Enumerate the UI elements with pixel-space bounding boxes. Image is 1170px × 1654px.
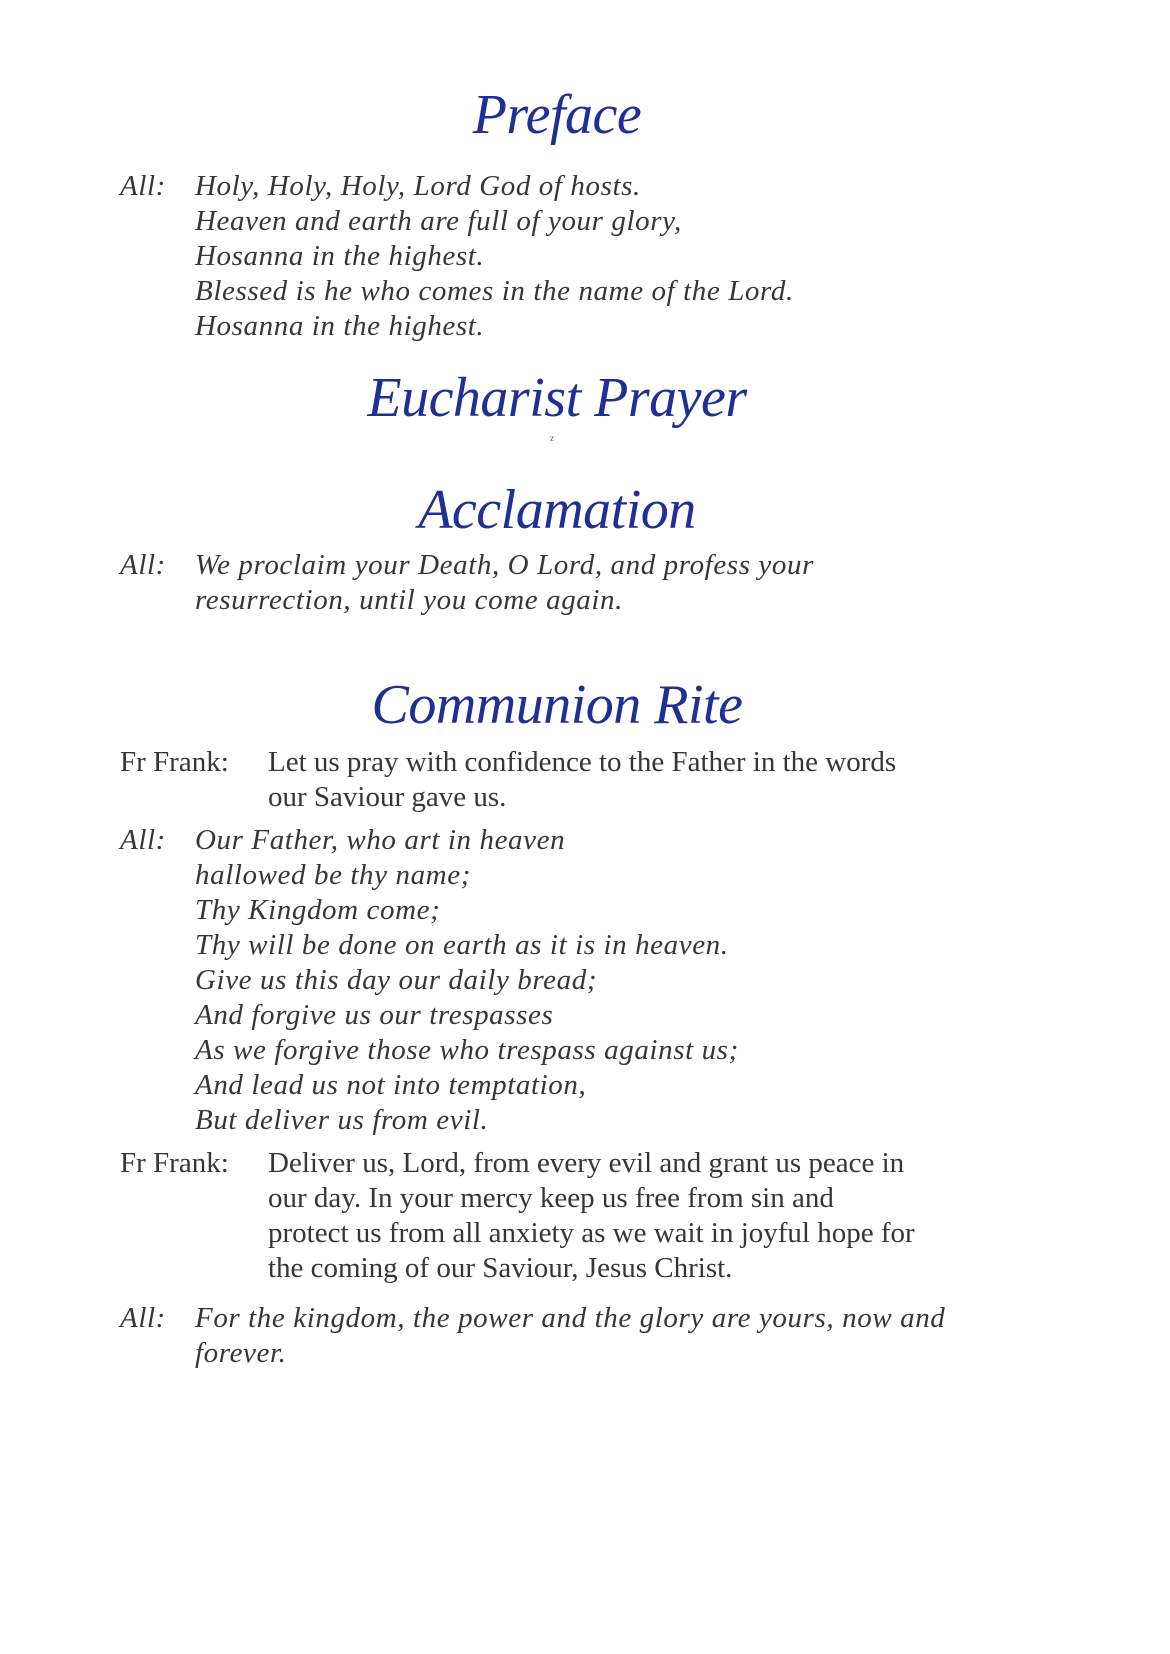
- response-line: Thy will be done on earth as it is in heaven.: [195, 929, 729, 961]
- response-line: Blessed is he who comes in the name of the Lord.: [195, 275, 794, 307]
- speaker-label: All:: [120, 824, 166, 856]
- priest-line: Deliver us, Lord, from every evil and grant us peace in: [268, 1147, 905, 1179]
- preface-heading: Preface: [472, 84, 642, 146]
- response-line: resurrection, until you come again.: [195, 584, 624, 616]
- communion-rite-heading: Communion Rite: [371, 674, 743, 736]
- response-line: Heaven and earth are full of your glory,: [195, 205, 682, 237]
- priest-line: our day. In your mercy keep us free from sin and: [268, 1182, 834, 1214]
- small-mark: z: [550, 433, 554, 443]
- response-line: And lead us not into temptation,: [195, 1069, 587, 1101]
- response-line: hallowed be thy name;: [195, 859, 471, 891]
- response-line: Our Father, who art in heaven: [195, 824, 566, 856]
- priest-line: the coming of our Saviour, Jesus Christ.: [268, 1252, 733, 1284]
- priest-line: our Saviour gave us.: [268, 781, 507, 813]
- response-lines: [195, 1301, 945, 1371]
- response-lines: [195, 548, 814, 618]
- response-lines: [195, 823, 739, 1138]
- response-line: Hosanna in the highest.: [195, 310, 485, 342]
- priest-lines: [268, 1146, 915, 1286]
- response-line: As we forgive those who trespass against us;: [195, 1034, 739, 1066]
- priest-line: Let us pray with confidence to the Father in the words: [268, 746, 897, 778]
- speaker-label: All:: [120, 1302, 166, 1334]
- speaker-label: All:: [120, 170, 166, 202]
- response-line: For the kingdom, the power and the glory are yours, now and: [195, 1302, 946, 1334]
- response-line: And forgive us our trespasses: [195, 999, 554, 1031]
- response-line: Hosanna in the highest.: [195, 240, 485, 272]
- speaker-label: Fr Frank:: [120, 746, 229, 778]
- response-line: But deliver us from evil.: [195, 1104, 489, 1136]
- acclamation-heading: Acclamation: [418, 479, 696, 541]
- response-line: Holy, Holy, Holy, Lord God of hosts.: [195, 170, 641, 202]
- priest-line: protect us from all anxiety as we wait in joyful hope for: [268, 1217, 915, 1249]
- response-line: forever.: [195, 1337, 287, 1369]
- response-lines: [195, 169, 794, 344]
- speaker-label: Fr Frank:: [120, 1147, 229, 1179]
- speaker-label: All:: [120, 549, 166, 581]
- response-line: Give us this day our daily bread;: [195, 964, 598, 996]
- eucharist-prayer-heading: Eucharist Prayer: [367, 367, 747, 429]
- priest-lines: [268, 745, 896, 815]
- response-line: Thy Kingdom come;: [195, 894, 441, 926]
- response-line: We proclaim your Death, O Lord, and profess your: [195, 549, 814, 581]
